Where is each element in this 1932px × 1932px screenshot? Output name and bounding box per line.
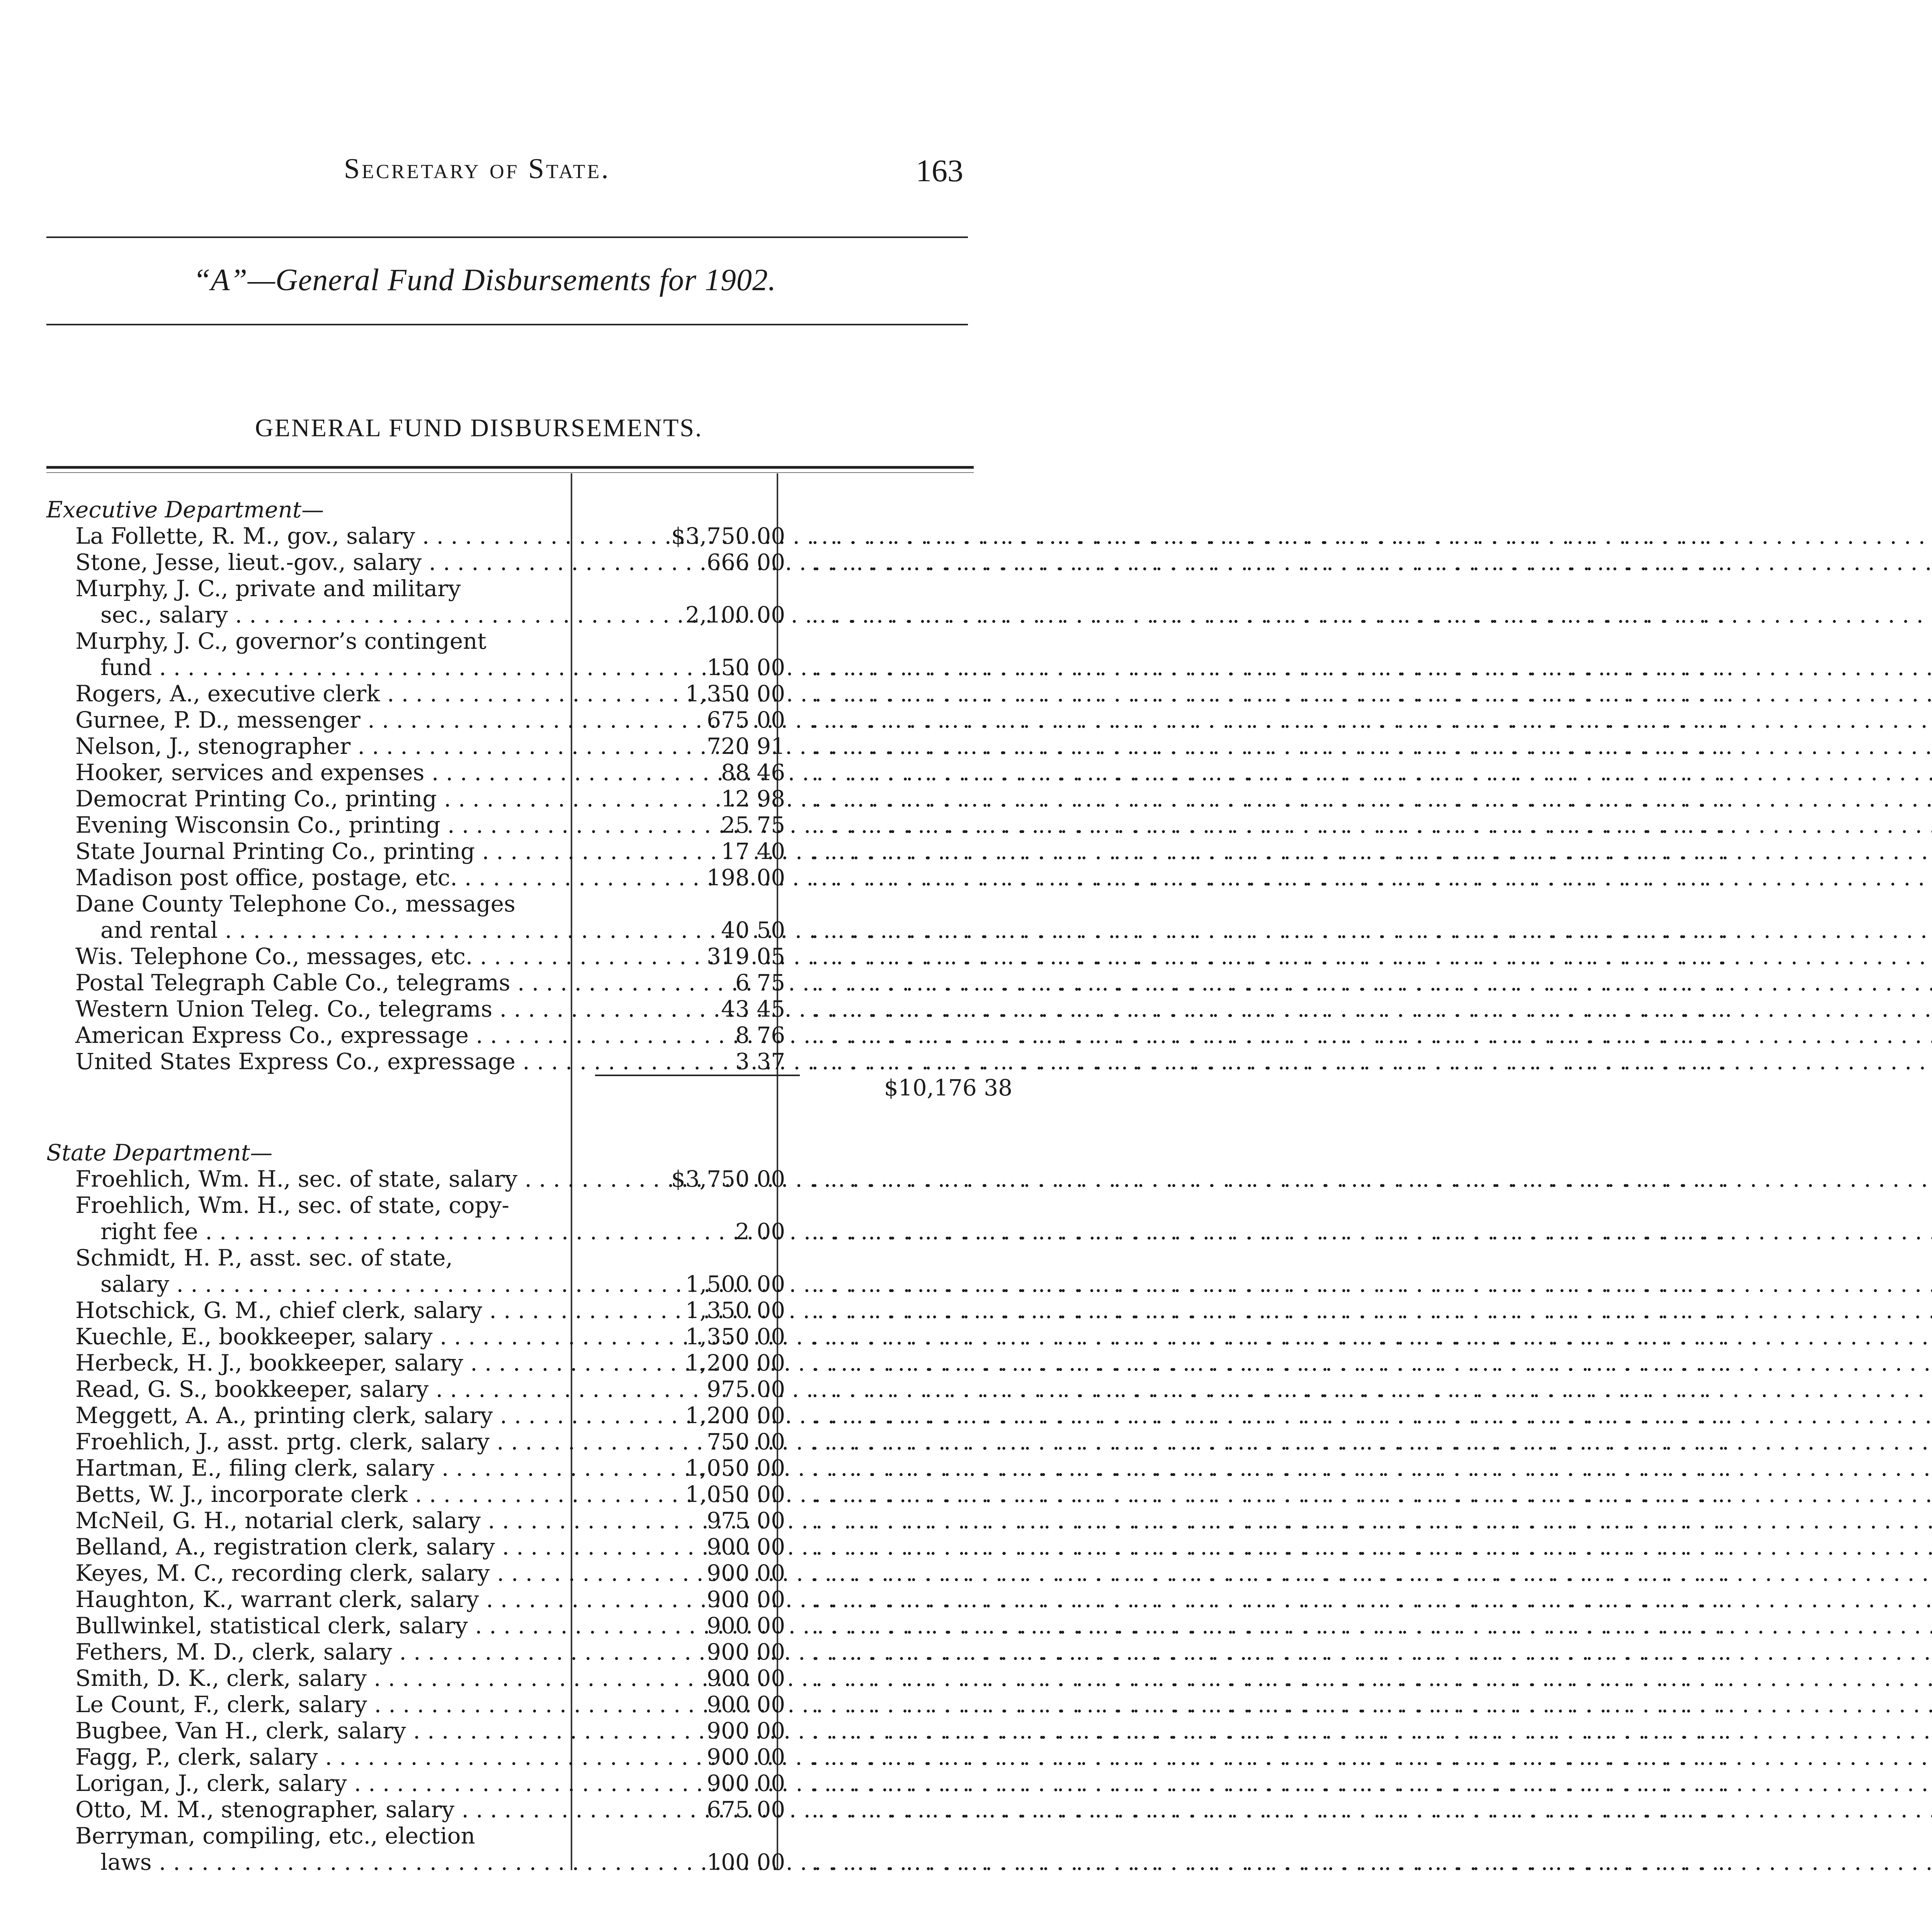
item-description: Rogers, A., executive clerk . . .: [46, 680, 572, 707]
leader-dots: . . . . . . . . . . . . . . . . . . . . . . . . . . . . . . . . . . . . . . . . . . . . . . . . .: [811, 996, 1728, 1022]
item-amount: 975 00: [707, 1507, 785, 1534]
table-row: [46, 1718, 1728, 1744]
leader-dots: . . . . . . . . . . . . . . . . . . . . . . . . . . . . . . . . . . . . . . . . . . . . . . . . .: [811, 943, 1728, 969]
item-amount: 150 00: [707, 654, 785, 680]
leader-dots: . . . . . . . . . . . . . . . . . . . . . . . . . . . . . . . . . . . . . . . . . . . . . . . . .: [811, 549, 1728, 575]
table-row: [46, 1350, 1728, 1376]
table-row: [46, 891, 974, 917]
table-row: [46, 654, 1728, 680]
item-description: Nelson, J., stenographer . . .: [46, 733, 572, 759]
item-description: Berryman, compiling, etc., election: [75, 1823, 475, 1849]
item-amount: 900 00: [707, 1744, 785, 1770]
leader-dots: . . . . . . . . . . . . . . . . . . . . . . . . . . . . . . . . . . . . . . . . . . . . . . . . .: [811, 1297, 1728, 1323]
table-row: [46, 1245, 974, 1271]
item-description: Postal Telegraph Cable Co., telegrams . . .: [46, 969, 572, 996]
table-row: [46, 602, 1728, 628]
item-amount: 1,200 00: [685, 1402, 785, 1429]
item-description: salary . . .: [46, 1271, 572, 1297]
section-heading: GENERAL FUND DISBURSEMENTS.: [255, 414, 703, 442]
department-total-row: [46, 1075, 1012, 1101]
item-amount: 12 98: [721, 786, 785, 812]
item-description: Kuechle, E., bookkeeper, salary . . .: [46, 1323, 572, 1350]
item-description: right fee . . .: [46, 1218, 572, 1245]
leader-dots: . . . . . . . . . . . . . . . . . . . . . . . . . . . . . . . . . . . . . . . . . . . . . . . . .: [811, 654, 1728, 680]
department-total: $10,176 38: [884, 1075, 1012, 1101]
leader-dots: . . . . . . . . . . . . . . . . . . . . . . . . . . . . . . . . . . . . . . . . . . . . . . . . .: [811, 1770, 1728, 1796]
item-description: Froehlich, J., asst. prtg. clerk, salary . . .: [46, 1429, 572, 1455]
leader-dots: . . . . . . . . . . . . . . . . . . . . . . . . . . . . . . . . . . . . . . . . . . . . . . . . .: [811, 1665, 1728, 1691]
table-row: [46, 1796, 1728, 1823]
table-row: [46, 1534, 1728, 1560]
table-row: [46, 969, 1728, 996]
leader-dots: . . . . . . . . . . . . . . . . . . . . . . . . . . . . . . . . . . . . . . . . . . . . . . . . .: [811, 1612, 1728, 1639]
leader-dots: . . . . . . . . . . . . . . . . . . . . . . . . . . . . . . . . . . . . . . . . . . . . . . . . .: [811, 1048, 1728, 1075]
disbursements-table: [46, 497, 1728, 1875]
item-description: Froehlich, Wm. H., sec. of state, salary . . .: [46, 1166, 572, 1192]
item-description: Evening Wisconsin Co., printing . . .: [46, 812, 572, 838]
table-row: [46, 1770, 1728, 1796]
item-amount: 900 00: [707, 1718, 785, 1744]
item-description: Bullwinkel, statistical clerk, salary . . .: [46, 1612, 572, 1639]
department-heading: [46, 497, 974, 523]
item-description: Meggett, A. A., printing clerk, salary . . .: [46, 1402, 572, 1429]
item-amount: 88 46: [721, 759, 785, 786]
item-description: Schmidt, H. P., asst. sec. of state,: [75, 1245, 453, 1271]
item-description: Belland, A., registration clerk, salary . . .: [46, 1534, 572, 1560]
item-description: Herbeck, H. J., bookkeeper, salary . . .: [46, 1350, 572, 1376]
table-row: [46, 523, 1728, 549]
item-description: Hooker, services and expenses . . .: [46, 759, 572, 786]
item-amount: 2,100 00: [685, 602, 785, 628]
table-row: [46, 1402, 1728, 1429]
item-description: American Express Co., expressage . . .: [46, 1022, 572, 1048]
item-description: Dane County Telephone Co., messages: [75, 891, 515, 917]
item-amount: 1,350 00: [685, 1323, 785, 1350]
table-row: [46, 1429, 1728, 1455]
running-header: [0, 153, 1206, 195]
table-row: [46, 1586, 1728, 1612]
table-row: [46, 812, 1728, 838]
table-row: [46, 1691, 1728, 1718]
item-amount: 750 00: [707, 1429, 785, 1455]
item-description: Murphy, J. C., private and military: [75, 575, 461, 602]
item-description: Smith, D. K., clerk, salary . . .: [46, 1665, 572, 1691]
section-gap: [46, 1101, 974, 1139]
table-row: [46, 1022, 1728, 1048]
table-row: [46, 1639, 1728, 1665]
item-description: Western Union Teleg. Co., telegrams . . .: [46, 996, 572, 1022]
table-row: [46, 786, 1728, 812]
leader-dots: . . . . . . . . . . . . . . . . . . . . . . . . . . . . . . . . . . . . . . . . . . . . . . . . .: [811, 1744, 1728, 1770]
table-row: [46, 943, 1728, 969]
item-amount: 8 76: [735, 1022, 785, 1048]
item-amount: 900 00: [707, 1560, 785, 1586]
item-amount: 900 00: [707, 1691, 785, 1718]
item-amount: 100 00: [707, 1849, 785, 1875]
leader-dots: . . . . . . . . . . . . . . . . . . . . . . . . . . . . . . . . . . . . . . . . . . . . . . . . .: [811, 1639, 1728, 1665]
item-description: Lorigan, J., clerk, salary . . .: [46, 1770, 572, 1796]
item-amount: 900 00: [707, 1612, 785, 1639]
leader-dots: . . . . . . . . . . . . . . . . . . . . . . . . . . . . . . . . . . . . . . . . . . . . . . . . .: [811, 1691, 1728, 1718]
leader-dots: . . . . . . . . . . . . . . . . . . . . . . . . . . . . . . . . . . . . . . . . . . . . . . . . .: [811, 1796, 1728, 1823]
table-row: [46, 759, 1728, 786]
leader-dots: . . . . . . . . . . . . . . . . . . . . . . . . . . . . . . . . . . . . . . . . . . . . . . . . .: [811, 733, 1728, 759]
table-row: [46, 838, 1728, 864]
item-amount: 720 91: [707, 733, 785, 759]
item-description: Madison post office, postage, etc. . . .: [46, 864, 572, 891]
table-row: [46, 549, 1728, 575]
item-description: Fagg, P., clerk, salary . . .: [46, 1744, 572, 1770]
table-row: [46, 996, 1728, 1022]
subtitle-rule: [46, 324, 968, 325]
leader-dots: . . . . . . . . . . . . . . . . . . . . . . . . . . . . . . . . . . . . . . . . . . . . . . . . .: [811, 759, 1728, 786]
table-row: [46, 1849, 1728, 1875]
leader-dots: . . . . . . . . . . . . . . . . . . . . . . . . . . . . . . . . . . . . . . . . . . . . . . . . .: [811, 1350, 1728, 1376]
leader-dots: . . . . . . . . . . . . . . . . . . . . . . . . . . . . . . . . . . . . . . . . . . . . . . . . .: [811, 1560, 1728, 1586]
item-amount: 675 00: [707, 707, 785, 733]
leader-dots: . . . . . . . . . . . . . . . . . . . . . . . . . . . . . . . . . . . . . . . . . . . . . . . . .: [811, 786, 1728, 812]
item-description: Le Count, F., clerk, salary . . .: [46, 1691, 572, 1718]
item-description: McNeil, G. H., notarial clerk, salary . . .: [46, 1507, 572, 1534]
table-row: [46, 1048, 1728, 1075]
item-description: Keyes, M. C., recording clerk, salary . . .: [46, 1560, 572, 1586]
table-row: [46, 1166, 1728, 1192]
table-row: [46, 707, 1728, 733]
item-amount: 25 75: [721, 812, 785, 838]
table-row: [46, 1560, 1728, 1586]
running-title: Secretary of State.: [344, 153, 611, 185]
item-amount: 198 00: [707, 864, 785, 891]
department-name: State Department—: [46, 1139, 273, 1166]
item-amount: 900 00: [707, 1534, 785, 1560]
table-row: [46, 864, 1728, 891]
leader-dots: . . . . . . . . . . . . . . . . . . . . . . . . . . . . . . . . . . . . . . . . . . . . . . . . .: [811, 838, 1728, 864]
table-row: [46, 1376, 1728, 1402]
department-heading: [46, 1139, 974, 1166]
item-description: Gurnee, P. D., messenger . . .: [46, 707, 572, 733]
table-row: [46, 575, 974, 602]
item-amount: 40 50: [721, 917, 785, 943]
item-amount: 1,200 00: [685, 1350, 785, 1376]
table-row: [46, 1823, 974, 1849]
table-row: [46, 680, 1728, 707]
table-row: [46, 1612, 1728, 1639]
leader-dots: . . . . . . . . . . . . . . . . . . . . . . . . . . . . . . . . . . . . . . . . . . . . . . . . .: [811, 1271, 1728, 1297]
item-description: Bugbee, Van H., clerk, salary . . .: [46, 1718, 572, 1744]
item-amount: 900 00: [707, 1665, 785, 1691]
item-description: fund . . .: [46, 654, 572, 680]
item-description: Murphy, J. C., governor’s contingent: [75, 628, 486, 654]
leader-dots: . . . . . . . . . . . . . . . . . . . . . . . . . . . . . . . . . . . . . . . . . . . . . . . . .: [811, 1455, 1728, 1481]
leader-dots: . . . . . . . . . . . . . . . . . . . . . . . . . . . . . . . . . . . . . . . . . . . . . . . . .: [811, 680, 1728, 707]
leader-dots: . . . . . . . . . . . . . . . . . . . . . . . . . . . . . . . . . . . . . . . . . . . . . . . . .: [811, 1402, 1728, 1429]
item-description: Hotschick, G. M., chief clerk, salary . . .: [46, 1297, 572, 1323]
table-row: [46, 917, 1728, 943]
item-amount: $3,750 00: [671, 523, 785, 549]
item-amount: 1,350 00: [685, 680, 785, 707]
leader-dots: . . . . . . . . . . . . . . . . . . . . . . . . . . . . . . . . . . . . . . . . . . . . . . . . .: [811, 1022, 1728, 1048]
table-top-rule: [46, 466, 974, 469]
item-amount: 900 00: [707, 1639, 785, 1665]
leader-dots: . . . . . . . . . . . . . . . . . . . . . . . . . . . . . . . . . . . . . . . . . . . . . . . . .: [811, 1507, 1728, 1534]
item-description: sec., salary . . .: [46, 602, 572, 628]
item-amount: 1,500 00: [685, 1271, 785, 1297]
department-name: Executive Department—: [46, 497, 324, 523]
item-amount: 666 00: [707, 549, 785, 575]
item-amount: 43 45: [721, 996, 785, 1022]
leader-dots: . . . . . . . . . . . . . . . . . . . . . . . . . . . . . . . . . . . . . . . . . . . . . . . . .: [811, 969, 1728, 996]
item-amount: 900 00: [707, 1770, 785, 1796]
leader-dots: . . . . . . . . . . . . . . . . . . . . . . . . . . . . . . . . . . . . . . . . . . . . . . . . .: [811, 602, 1728, 628]
table-row: [46, 1271, 1728, 1297]
item-description: La Follette, R. M., gov., salary . . .: [46, 523, 572, 549]
leader-dots: . . . . . . . . . . . . . . . . . . . . . . . . . . . . . . . . . . . . . . . . . . . . . . . . .: [811, 707, 1728, 733]
leader-dots: . . . . . . . . . . . . . . . . . . . . . . . . . . . . . . . . . . . . . . . . . . . . . . . . .: [811, 1718, 1728, 1744]
leader-dots: . . . . . . . . . . . . . . . . . . . . . . . . . . . . . . . . . . . . . . . . . . . . . . . . .: [811, 523, 1728, 549]
item-description: and rental . . .: [46, 917, 572, 943]
item-amount: 900 00: [707, 1586, 785, 1612]
leader-dots: . . . . . . . . . . . . . . . . . . . . . . . . . . . . . . . . . . . . . . . . . . . . . . . . .: [811, 864, 1728, 891]
item-description: Stone, Jesse, lieut.-gov., salary . . .: [46, 549, 572, 575]
sum-rule: [595, 1075, 800, 1076]
table-top-rule-thin: [46, 472, 974, 473]
item-amount: 3 37: [735, 1048, 785, 1075]
table-row: [46, 1323, 1728, 1350]
item-amount: 17 40: [721, 838, 785, 864]
top-rule: [46, 236, 968, 238]
item-description: Wis. Telephone Co., messages, etc. . . .: [46, 943, 572, 969]
item-description: Read, G. S., bookkeeper, salary . . .: [46, 1376, 572, 1402]
page-number: 163: [916, 153, 963, 188]
leader-dots: . . . . . . . . . . . . . . . . . . . . . . . . . . . . . . . . . . . . . . . . . . . . . . . . .: [811, 1429, 1728, 1455]
leader-dots: . . . . . . . . . . . . . . . . . . . . . . . . . . . . . . . . . . . . . . . . . . . . . . . . .: [811, 1166, 1728, 1192]
table-row: [46, 1218, 1728, 1245]
item-amount: 1,050 00: [685, 1481, 785, 1507]
item-amount: 2 00: [735, 1218, 785, 1245]
table-row: [46, 1455, 1728, 1481]
item-description: Democrat Printing Co., printing . . .: [46, 786, 572, 812]
item-description: Fethers, M. D., clerk, salary . . .: [46, 1639, 572, 1665]
leader-dots: . . . . . . . . . . . . . . . . . . . . . . . . . . . . . . . . . . . . . . . . . . . . . . . . .: [811, 1586, 1728, 1612]
item-description: Froehlich, Wm. H., sec. of state, copy-: [75, 1192, 510, 1218]
item-description: laws . . .: [46, 1849, 572, 1875]
item-description: Betts, W. J., incorporate clerk . . .: [46, 1481, 572, 1507]
item-amount: 1,350 00: [685, 1297, 785, 1323]
item-description: Haughton, K., warrant clerk, salary . . .: [46, 1586, 572, 1612]
table-row: [46, 628, 974, 654]
table-row: [46, 1481, 1728, 1507]
table-row: [46, 1665, 1728, 1691]
table-row: [46, 1744, 1728, 1770]
item-amount: $3,750 00: [671, 1166, 785, 1192]
leader-dots: . . . . . . . . . . . . . . . . . . . . . . . . . . . . . . . . . . . . . . . . . . . . . . . . .: [811, 1481, 1728, 1507]
leader-dots: . . . . . . . . . . . . . . . . . . . . . . . . . . . . . . . . . . . . . . . . . . . . . . . . .: [811, 1323, 1728, 1350]
table-row: [46, 1507, 1728, 1534]
item-description: United States Express Co., expressage . . .: [46, 1048, 572, 1075]
item-amount: 675 00: [707, 1796, 785, 1823]
table-row: [46, 1192, 974, 1218]
item-description: Otto, M. M., stenographer, salary . . .: [46, 1796, 572, 1823]
item-amount: 6 75: [735, 969, 785, 996]
item-description: Hartman, E., filing clerk, salary . . .: [46, 1455, 572, 1481]
leader-dots: . . . . . . . . . . . . . . . . . . . . . . . . . . . . . . . . . . . . . . . . . . . . . . . . .: [811, 812, 1728, 838]
leader-dots: . . . . . . . . . . . . . . . . . . . . . . . . . . . . . . . . . . . . . . . . . . . . . . . . .: [811, 1218, 1728, 1245]
item-amount: 319 05: [707, 943, 785, 969]
leader-dots: . . . . . . . . . . . . . . . . . . . . . . . . . . . . . . . . . . . . . . . . . . . . . . . . .: [811, 1376, 1728, 1402]
item-amount: 1,050 00: [685, 1455, 785, 1481]
leader-dots: . . . . . . . . . . . . . . . . . . . . . . . . . . . . . . . . . . . . . . . . . . . . . . . . .: [811, 1534, 1728, 1560]
table-row: [46, 733, 1728, 759]
table-row: [46, 1297, 1728, 1323]
item-amount: 975 00: [707, 1376, 785, 1402]
leader-dots: . . . . . . . . . . . . . . . . . . . . . . . . . . . . . . . . . . . . . . . . . . . . . . . . .: [811, 1849, 1728, 1875]
page-subtitle: “A”—General Fund Disbursements for 1902.: [193, 263, 776, 297]
item-description: State Journal Printing Co., printing . . .: [46, 838, 572, 864]
leader-dots: . . . . . . . . . . . . . . . . . . . . . . . . . . . . . . . . . . . . . . . . . . . . . . . . .: [811, 917, 1728, 943]
